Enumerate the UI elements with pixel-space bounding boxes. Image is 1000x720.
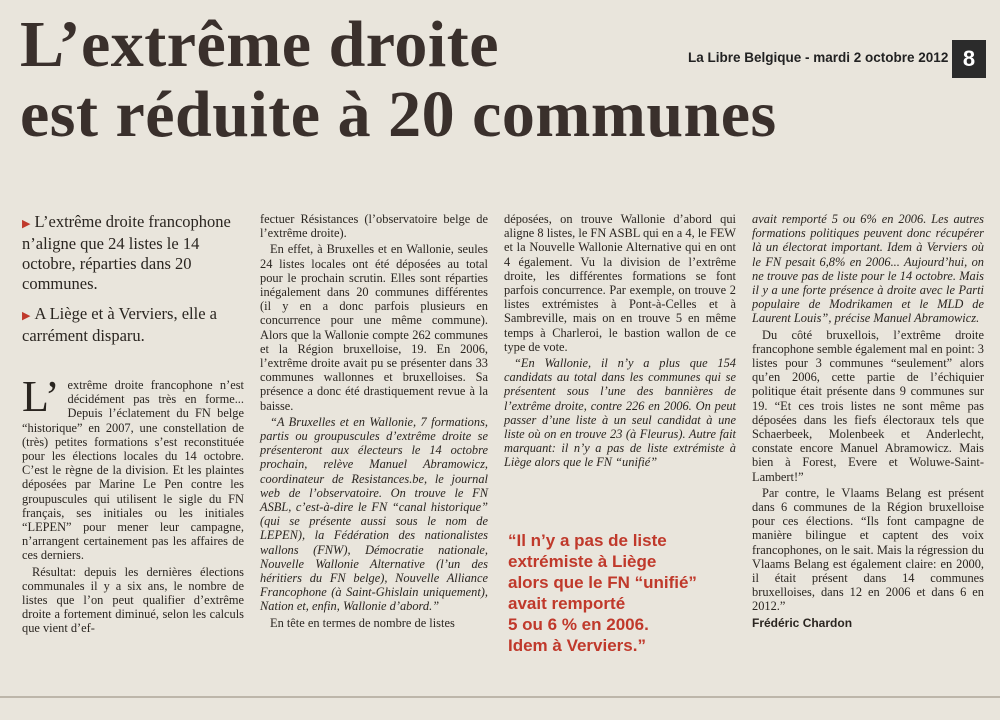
paragraph: En effet, à Bruxelles et en Wallonie, seules 24 listes locales ont été déposées au total pour le prochain scrutin. Elles sont réparties inégalement dans 20 communes différentes (il y en a donc parfois plusieurs en concurrence pour une même commune). Alors que la Wallonie compte 262 communes et la Région bruxelloise, 19. En 2006, l’extrême droite avait pu se présenter dans 33 communes wallonnes et bruxelloises. Sa présence a donc été drastiquement revue à la baisse.: [260, 242, 488, 413]
divider: [0, 696, 1000, 698]
article-column-2: [260, 212, 488, 632]
summary-bullet: [22, 212, 242, 294]
paragraph: En tête en termes de nombre de listes: [270, 615, 455, 630]
article-column-4: [752, 212, 984, 632]
paragraph: Par contre, le Vlaams Belang est présent dans 6 communes de la Région bruxelloise pour ces élections. “Ils font campagne de manière bilingue et captent des voix francophones, on le sait. Mais la régression du Vlaams Belang est également claire: en 2000, il était présent dans 14 communes bruxelloises, dans 12 en 2006 et dans 6 en 2012.”: [752, 485, 984, 614]
paragraph: fectuer Résistances (l’observatoire belge de l’extrême droite).: [260, 212, 488, 241]
quote-paragraph: avait remporté 5 ou 6% en 2006. Les autres formations politiques peuvent donc récupérer là un électorat important. Idem à Verviers où le FN pesait 6,8% en 2006... Aujourd’hui, on ne trouve pas de liste pour le 14 octobre. Mais il y a une forte présence à droite avec le Parti populaire de Modrikamen et le MLD de Laurent Louis”, précise Manuel Abramowicz.: [752, 212, 984, 326]
summary-bullet: [22, 304, 242, 346]
pull-quote-line: extrémiste à Liège: [508, 552, 657, 571]
triangle-bullet-icon: ▶: [22, 218, 31, 230]
dropcap: L’: [22, 372, 60, 421]
bullet-text: A Liège et à Verviers, elle a carrément disparu.: [22, 304, 217, 345]
pull-quote-line: alors que le FN “unifié”: [508, 573, 697, 592]
paragraph: [22, 372, 244, 563]
page-number: 8: [952, 40, 986, 78]
quote-paragraph: “En Wallonie, il n’y a plus que 154 candidats au total dans les communes qui se présentent sous l’une des bannières de l’extrême droite, contre 226 en 2006. On peut passer d’une liste à un seul candidat à une liste où on en trouve 23 (à Fleurus). Autre fait marquant: il n’y a pas de liste extrémiste à Liège alors que le FN “unifié”: [504, 356, 736, 470]
paragraph-text: extrême droite francophone n’est décidément pas très en forme... Depuis l’éclatement du FN belge “historique” en 2007, une constellation de (très) petites formations s’est reconstituée pour les élections locales du 14 octobre. C’est le règne de la division. Et les plaintes déposées par Marine Le Pen contre les groupuscules qui utilisent le sigle du FN français, ses initiales ou les initiales “LEPEN” pour mener leur campagne, n’arrangent certainement pas les affaires de ces derniers.: [22, 378, 244, 563]
pull-quote-line: “Il n’y a pas de liste: [508, 531, 667, 550]
article-column-3: [504, 212, 736, 472]
paragraph: Résultat: depuis les dernières élections communales il y a six ans, le nombre de listes que l’on peut qualifier d’extrême droite a fortement diminué, selon les calculs que vient d’ef-: [22, 564, 244, 636]
author-signature: Frédéric Chardon: [752, 615, 853, 630]
paragraph: déposées, on trouve Wallonie d’abord qui aligne 8 listes, le FN ASBL qui en a 4, le FEW et la Nouvelle Wallonie Alternative qui en ont 4 également. Vu la division de l’extrême droite, les différentes formations se font parfois concurrence. Par exemple, on trouve 2 listes extrémistes à Pont-à-Celles et à Sambreville, mais on en trouve 5 en même temps à Charleroi, le bastion wallon de ce type de vote.: [504, 212, 736, 354]
pull-quote: [508, 530, 738, 656]
pull-quote-line: 5 ou 6 % en 2006.: [508, 615, 649, 634]
pull-quote-line: Idem à Verviers.”: [508, 636, 646, 655]
article-column-1: [22, 372, 244, 638]
quote-paragraph: “A Bruxelles et en Wallonie, 7 formations, partis ou groupuscules d’extrême droite se présenteront aux électeurs le 14 octobre prochain, relève Manuel Abramowicz, coordinateur de Resistances.be, le journal web de l’observatoire. On trouve le FN ASBL, c’est-à-dire le FN “canal historique” (qui se présente aussi sous le nom de LEPEN), la Fédération des nationalistes wallons (FNW), Démocratie nationale, Nouvelle Wallonie Alternative (l’un des héritiers du FN belge), Nouvelle Alliance Francophone (à Saint-Ghislain uniquement), Nation et, enfin, Wallonie d’abord.”: [260, 414, 488, 614]
pull-quote-line: avait remporté: [508, 594, 626, 613]
summary-bullets: [22, 212, 242, 356]
headline-line-1: L’extrême droite: [20, 8, 499, 81]
headline: [20, 8, 777, 151]
masthead: La Libre Belgique - mardi 2 octobre 2012: [688, 50, 949, 65]
paragraph: Du côté bruxellois, l’extrême droite francophone semble également mal en point: 3 listes pour 3 communes “seulement” alors qu’en 2006, cette partie de l’échiquier politique était présente dans 9 communes sur 19. “Et ces trois listes ne sont même pas déposées dans les fiefs électoraux tels que Schaerbeek, Molenbeek et Anderlecht, constate encore Manuel Abramowicz. Mais bien à Forest, Evere et Woluwe-Saint-Lambert!”: [752, 327, 984, 484]
bullet-text: L’extrême droite francophone n’aligne que 24 listes le 14 octobre, réparties dans 20 communes.: [22, 212, 231, 293]
triangle-bullet-icon: ▶: [22, 310, 31, 322]
headline-line-2: est réduite à 20 communes: [20, 78, 777, 151]
